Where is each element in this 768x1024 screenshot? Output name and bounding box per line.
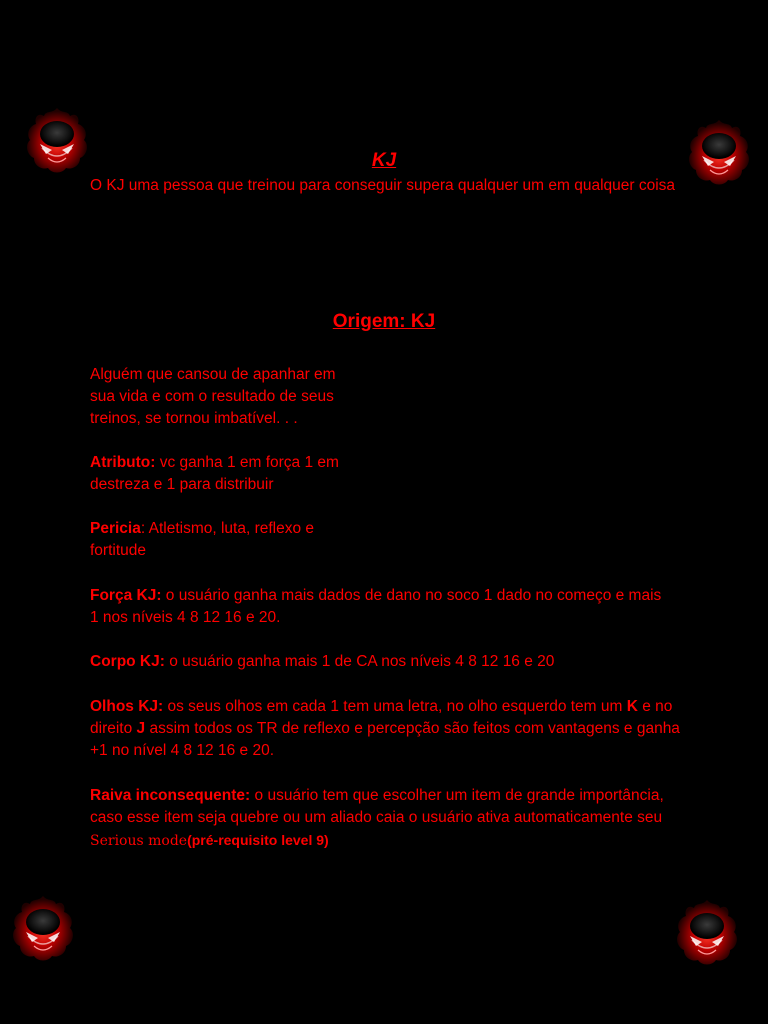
raiva-text: o usuário tem que escolher um item de grande importância, caso esse item seja quebre ou um aliado caia o usuário ativa automaticamente seu: [90, 787, 664, 826]
origin-heading: Origem: KJ: [332, 311, 436, 332]
atributo-paragraph: [90, 452, 365, 496]
red-flame-skull-icon: [672, 896, 742, 966]
raiva-requirement: (pré-requisito level 9): [187, 832, 329, 848]
olhos-paragraph: [90, 696, 680, 762]
atributo-text: vc ganha 1 em força 1 em destreza e 1 para distribuir: [90, 454, 339, 493]
pericia-paragraph: [90, 518, 350, 562]
pericia-label: Pericia: [90, 520, 141, 537]
raiva-mode: Serious mode: [90, 833, 188, 849]
intro-text: O KJ uma pessoa que treinou para conseguir supera qualquer um em qualquer coisa: [90, 177, 676, 194]
corpo-label: Corpo KJ:: [90, 653, 165, 670]
pericia-text: : Atletismo, luta, reflexo e fortitude: [90, 520, 315, 559]
olhos-letter-k: K: [626, 698, 638, 715]
forca-text: o usuário ganha mais dados de dano no soco 1 dado no começo e mais 1 nos níveis 4 8 12 16 e 20.: [90, 587, 662, 626]
corpo-paragraph: [90, 651, 680, 673]
forca-label: Força KJ:: [90, 587, 162, 604]
red-flame-skull-icon: [8, 892, 78, 962]
origin-description: Alguém que cansou de apanhar em sua vida e com o resultado de seus treinos, se tornou imbatível. . .: [90, 366, 336, 427]
olhos-text-1: os seus olhos em cada 1 tem uma letra, no olho esquerdo tem um: [163, 698, 627, 715]
raiva-paragraph: [90, 785, 680, 852]
raiva-label: Raiva inconsequente:: [90, 787, 251, 804]
olhos-label: Olhos KJ:: [90, 698, 164, 715]
olhos-text-2: e no direito: [90, 698, 673, 737]
olhos-letter-j: J: [136, 720, 146, 737]
page-title: KJ: [371, 150, 397, 171]
olhos-text-3: assim todos os TR de reflexo e percepção são feitos com vantagens e ganha +1 no nível 4 8 12 16 e 20.: [90, 720, 680, 759]
atributo-label: Atributo:: [90, 454, 156, 471]
corpo-text: o usuário ganha mais 1 de CA nos níveis 4 8 12 16 e 20: [164, 653, 555, 670]
forca-paragraph: [90, 585, 670, 629]
